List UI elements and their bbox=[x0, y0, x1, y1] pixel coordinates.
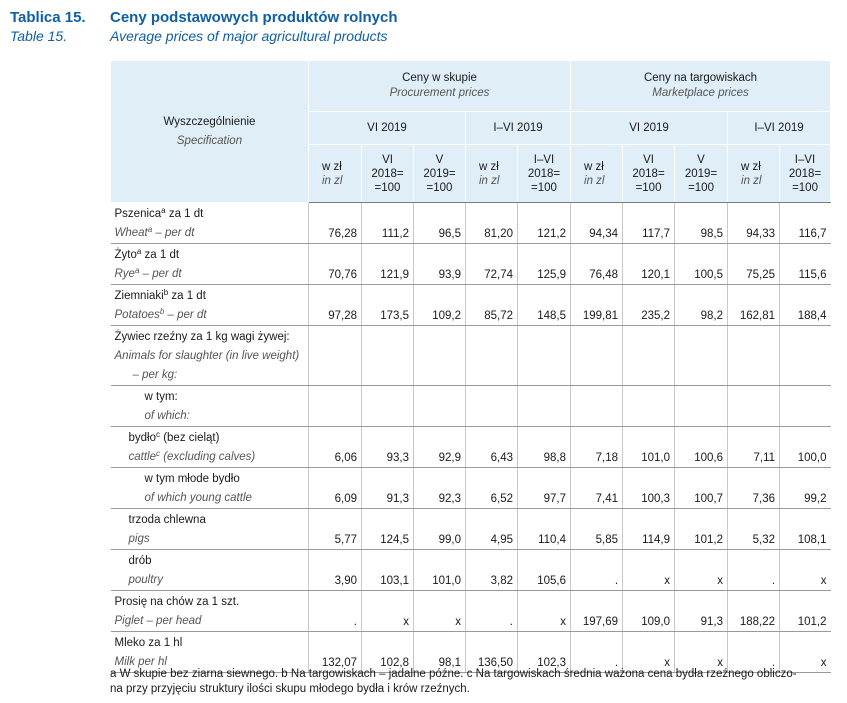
row-label: Prosię na chów za 1 szt. Piglet – per head bbox=[111, 591, 309, 632]
cell: 121,9 bbox=[362, 244, 414, 285]
cell: 105,6 bbox=[518, 550, 571, 591]
cell: x bbox=[623, 550, 675, 591]
cell: 100,5 bbox=[675, 244, 728, 285]
cell: 98,5 bbox=[675, 203, 728, 244]
cell: x bbox=[675, 550, 728, 591]
cell: 70,76 bbox=[309, 244, 362, 285]
cell: 100,3 bbox=[623, 468, 675, 509]
table-row bbox=[111, 244, 831, 285]
cell: 7,18 bbox=[571, 427, 623, 468]
header-vi-2018-index: VI 2018= =100 bbox=[362, 145, 414, 203]
cell: 97,28 bbox=[309, 285, 362, 326]
cell: 3,90 bbox=[309, 550, 362, 591]
header-marketplace-en: Marketplace prices bbox=[652, 87, 749, 99]
cell: 117,7 bbox=[623, 203, 675, 244]
cell: 120,1 bbox=[623, 244, 675, 285]
cell: 173,5 bbox=[362, 285, 414, 326]
cell: 116,7 bbox=[780, 203, 831, 244]
cell: 93,9 bbox=[414, 244, 466, 285]
header-period-vi-2019-procurement: VI 2019 bbox=[309, 112, 466, 145]
header-procurement-en: Procurement prices bbox=[389, 87, 490, 99]
cell: 103,1 bbox=[362, 550, 414, 591]
cell: . bbox=[571, 550, 623, 591]
header-marketplace bbox=[571, 61, 831, 112]
prices-table bbox=[110, 60, 831, 673]
cell: 76,48 bbox=[571, 244, 623, 285]
cell bbox=[728, 386, 780, 427]
table-number-pl: Tablica 15. bbox=[10, 9, 86, 26]
cell bbox=[571, 326, 623, 386]
cell: 197,69 bbox=[571, 591, 623, 632]
header-spec-en: Specification bbox=[176, 134, 243, 147]
cell: 98,2 bbox=[675, 285, 728, 326]
cell: 108,1 bbox=[780, 509, 831, 550]
header-spec-pl: Wyszczególnienie bbox=[163, 115, 256, 128]
row-label: Żyto$^a$ za 1 dt Rye$^a$ – per dt bbox=[111, 244, 309, 285]
cell: 114,9 bbox=[623, 509, 675, 550]
cell bbox=[466, 386, 518, 427]
cell: 76,28 bbox=[309, 203, 362, 244]
cell: 100,7 bbox=[675, 468, 728, 509]
cell: 136,50 bbox=[466, 632, 518, 673]
header-marketplace-pl: Ceny na targowiskach bbox=[643, 72, 758, 84]
cell: x bbox=[362, 591, 414, 632]
table-row bbox=[111, 591, 831, 632]
cell: 91,3 bbox=[362, 468, 414, 509]
footnote-line-2: na przy przyjęciu struktury ilości skupu młodego bydła i krów rzeźnych. bbox=[110, 683, 470, 695]
cell bbox=[780, 386, 831, 427]
row-label: Ziemniaki$^b$ za 1 dt Potatoes$^b$ – per dt bbox=[111, 285, 309, 326]
header-period-vi-2019-marketplace: VI 2019 bbox=[571, 112, 728, 145]
cell: 4,95 bbox=[466, 509, 518, 550]
header-i-vi-2018-index: I–VI 2018= =100 bbox=[518, 145, 571, 203]
row-label: w tym młode bydło of which young cattle bbox=[111, 468, 309, 509]
header-procurement-pl: Ceny w skupie bbox=[402, 72, 477, 84]
cell bbox=[728, 326, 780, 386]
cell: 92,3 bbox=[414, 468, 466, 509]
footnote-line-1: a W skupie bez ziarna siewnego. b Na targowiskach – jadalne późne. c Na targowiskach średnia ważona cena bydła rzeźnego obliczo- bbox=[110, 668, 797, 680]
cell bbox=[414, 386, 466, 427]
cell: 188,4 bbox=[780, 285, 831, 326]
cell bbox=[518, 386, 571, 427]
cell: 115,6 bbox=[780, 244, 831, 285]
cell: 5,32 bbox=[728, 509, 780, 550]
cell: 5,85 bbox=[571, 509, 623, 550]
row-label: Pszenica$^a$ za 1 dt Wheat$^a$ – per dt bbox=[111, 203, 309, 244]
cell: x bbox=[675, 632, 728, 673]
cell: 97,7 bbox=[518, 468, 571, 509]
cell: 92,9 bbox=[414, 427, 466, 468]
table-row bbox=[111, 550, 831, 591]
cell: 235,2 bbox=[623, 285, 675, 326]
cell: 7,36 bbox=[728, 468, 780, 509]
cell bbox=[309, 386, 362, 427]
cell bbox=[675, 386, 728, 427]
cell: 188,22 bbox=[728, 591, 780, 632]
cell: 101,0 bbox=[414, 550, 466, 591]
header-period-i-vi-2019-marketplace: I–VI 2019 bbox=[728, 112, 831, 145]
cell: 109,0 bbox=[623, 591, 675, 632]
cell: . bbox=[728, 632, 780, 673]
cell: 93,3 bbox=[362, 427, 414, 468]
cell bbox=[414, 326, 466, 386]
cell: 162,81 bbox=[728, 285, 780, 326]
cell: x bbox=[780, 550, 831, 591]
header-vi-2018-index: VI 2018= =100 bbox=[623, 145, 675, 203]
cell: 99,2 bbox=[780, 468, 831, 509]
cell: . bbox=[728, 550, 780, 591]
cell bbox=[362, 386, 414, 427]
cell: 7,11 bbox=[728, 427, 780, 468]
cell: x bbox=[623, 632, 675, 673]
table-row bbox=[111, 509, 831, 550]
table-title-en: Average prices of major agricultural products bbox=[110, 28, 388, 44]
cell bbox=[623, 386, 675, 427]
cell: 110,4 bbox=[518, 509, 571, 550]
header-procurement bbox=[309, 61, 571, 112]
row-label: Mleko za 1 hl Milk per hl bbox=[111, 632, 309, 673]
table-row bbox=[111, 468, 831, 509]
header-v-2019-index: V 2019= =100 bbox=[675, 145, 728, 203]
table-row bbox=[111, 203, 831, 244]
cell: 132,07 bbox=[309, 632, 362, 673]
header-wzl: w zł in zl bbox=[466, 145, 518, 203]
cell: 121,2 bbox=[518, 203, 571, 244]
table-row bbox=[111, 326, 831, 386]
cell: 75,25 bbox=[728, 244, 780, 285]
cell: 72,74 bbox=[466, 244, 518, 285]
cell bbox=[675, 326, 728, 386]
cell bbox=[309, 326, 362, 386]
cell: 6,43 bbox=[466, 427, 518, 468]
cell: 7,41 bbox=[571, 468, 623, 509]
cell: 102,8 bbox=[362, 632, 414, 673]
cell: 100,6 bbox=[675, 427, 728, 468]
cell bbox=[571, 386, 623, 427]
row-label: bydło$^c$ (bez cieląt) cattle$^c$ (excluding calves) bbox=[111, 427, 309, 468]
cell: 91,3 bbox=[675, 591, 728, 632]
cell: 101,2 bbox=[675, 509, 728, 550]
cell: 111,2 bbox=[362, 203, 414, 244]
cell: 101,2 bbox=[780, 591, 831, 632]
cell: 96,5 bbox=[414, 203, 466, 244]
cell: 6,52 bbox=[466, 468, 518, 509]
cell: 100,0 bbox=[780, 427, 831, 468]
header-wzl: w zł in zl bbox=[571, 145, 623, 203]
cell: 98,8 bbox=[518, 427, 571, 468]
footnotes bbox=[110, 667, 830, 697]
header-period-i-vi-2019-procurement: I–VI 2019 bbox=[466, 112, 571, 145]
cell: 5,77 bbox=[309, 509, 362, 550]
cell: . bbox=[309, 591, 362, 632]
cell: 98,1 bbox=[414, 632, 466, 673]
cell: 148,5 bbox=[518, 285, 571, 326]
table-number-en: Table 15. bbox=[10, 28, 68, 44]
table-title-pl: Ceny podstawowych produktów rolnych bbox=[110, 9, 398, 26]
cell: 109,2 bbox=[414, 285, 466, 326]
cell: 94,33 bbox=[728, 203, 780, 244]
cell: 199,81 bbox=[571, 285, 623, 326]
header-v-2019-index: V 2019= =100 bbox=[414, 145, 466, 203]
row-label: Żywiec rzeźny za 1 kg wagi żywej: Animals for slaughter (in live weight) – per kg: bbox=[111, 326, 309, 386]
cell: . bbox=[466, 591, 518, 632]
cell bbox=[466, 326, 518, 386]
cell: 99,0 bbox=[414, 509, 466, 550]
cell: x bbox=[518, 591, 571, 632]
table-row bbox=[111, 285, 831, 326]
cell: 102,3 bbox=[518, 632, 571, 673]
cell: 81,20 bbox=[466, 203, 518, 244]
cell: 101,0 bbox=[623, 427, 675, 468]
cell bbox=[623, 326, 675, 386]
cell bbox=[780, 326, 831, 386]
header-specification bbox=[111, 61, 309, 203]
header-i-vi-2018-index: I–VI 2018= =100 bbox=[780, 145, 831, 203]
cell: 6,09 bbox=[309, 468, 362, 509]
table-row bbox=[111, 386, 831, 427]
cell: 94,34 bbox=[571, 203, 623, 244]
header-wzl: w zł in zl bbox=[309, 145, 362, 203]
row-label: drób poultry bbox=[111, 550, 309, 591]
cell: x bbox=[780, 632, 831, 673]
cell: 85,72 bbox=[466, 285, 518, 326]
cell: 124,5 bbox=[362, 509, 414, 550]
cell bbox=[362, 326, 414, 386]
table-title-block bbox=[10, 8, 840, 46]
cell bbox=[518, 326, 571, 386]
cell: x bbox=[414, 591, 466, 632]
header-wzl: w zł in zl bbox=[728, 145, 780, 203]
cell: . bbox=[571, 632, 623, 673]
cell: 125,9 bbox=[518, 244, 571, 285]
cell: 6,06 bbox=[309, 427, 362, 468]
table-row bbox=[111, 427, 831, 468]
row-label: w tym: of which: bbox=[111, 386, 309, 427]
row-label: trzoda chlewna pigs bbox=[111, 509, 309, 550]
cell: 3,82 bbox=[466, 550, 518, 591]
